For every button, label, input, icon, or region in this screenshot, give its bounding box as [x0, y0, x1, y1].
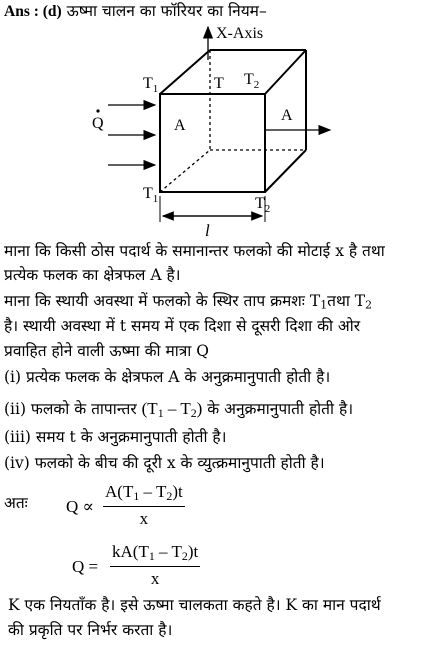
cube-diagram [0, 0, 443, 240]
eq1-denominator: x [139, 508, 149, 528]
point-ii: (ii) फलको के तापान्तर $(T_1 - T_2)$ के अनुक्रमानुपाती होती है। [4, 399, 354, 420]
area-right-label: A [281, 107, 293, 124]
eq1-lhs: Q ∝ [66, 497, 95, 516]
eq2-lhs: Q = [72, 557, 99, 576]
point-iii: (iii) समय t के अनुक्रमानुपाती होती है। [4, 428, 227, 446]
heading-text: ऊष्मा चालन का फॉरियर का नियम– [66, 2, 267, 20]
x-axis-label: X-Axis [216, 25, 264, 42]
cube-front-face [160, 94, 265, 192]
eq1-numerator: $A(T_1 - T_2)t$ [103, 482, 185, 507]
eq2-denominator: x [150, 568, 160, 588]
paragraph-1-line-2: प्रत्येक फलक का क्षेत्रफल A है। [4, 266, 181, 284]
therefore-label: अतः [4, 494, 28, 512]
paragraph-2-line-2: है। स्थायी अवस्था में t समय में एक दिशा से दूसरी दिशा की ओर [4, 317, 361, 335]
area-left-label: A [174, 117, 186, 134]
eq2-numerator: $kA(T_1 - T_2)t$ [110, 542, 200, 567]
t2-bottom-label: $T_2$ [255, 195, 271, 215]
length-label: l [205, 221, 210, 240]
point-i: (i) प्रत्येक फलक के क्षेत्रफल A के अनुक्रमानुपाती होती है। [4, 368, 331, 386]
conclusion-line-2: की प्रकृति पर निर्भर करता है। [8, 621, 173, 639]
t2-top-label: $T_2$ [244, 71, 260, 91]
eq1-fraction [103, 482, 185, 529]
paragraph-2-line-1: माना कि स्थायी अवस्था में फलको के स्थिर ताप क्रमशः $T_1तथा$ $T_2$ [4, 292, 373, 312]
q-label: Q [92, 115, 104, 132]
answer-label: Ans : (d) [4, 3, 62, 20]
paragraph-2-line-3: प्रवाहित होने वाली ऊष्मा की मात्रा Q [4, 342, 209, 360]
t1-top-label: $T_1$ [143, 75, 159, 95]
conclusion-line-1: K एक नियतॉंक है। इसे ऊष्मा चालकता कहते है। K का मान पदार्थ [8, 596, 381, 614]
point-iv: (iv) फलको के बीच की दूरी x के व्युत्क्रमानुपाती होती है। [4, 454, 325, 472]
paragraph-1-line-1: माना कि किसी ठोस पदार्थ के समानान्तर फलको की मोटाई x है तथा [4, 242, 385, 260]
eq2-fraction [110, 542, 200, 589]
t-mid-label: T [214, 75, 224, 92]
t1-bottom-label: $T_1$ [143, 185, 159, 205]
